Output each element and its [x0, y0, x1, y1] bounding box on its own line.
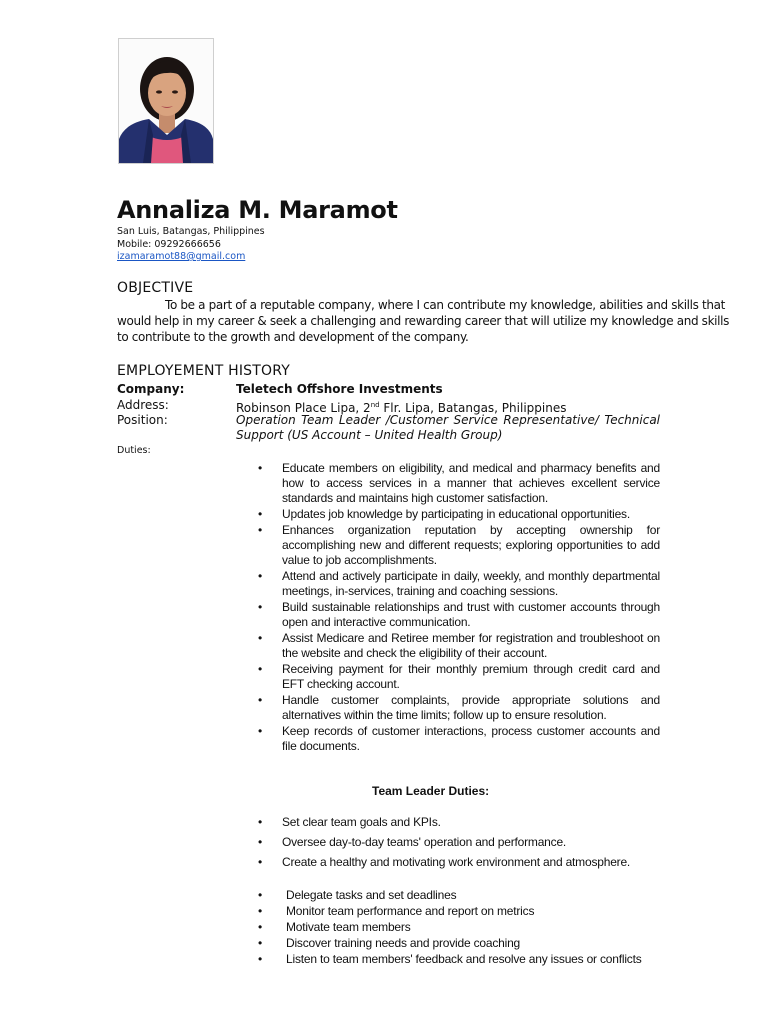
contact-mobile: Mobile: 09292666656 [117, 238, 221, 250]
objective-text: To be a part of a reputable company, where I can contribute my knowledge, abilities and skills that would help in my career & seek a challenging and rewarding career that will utilize my knowledge and skills to contribute to the growth and development of the company. [117, 298, 730, 344]
address-label: Address: [117, 398, 169, 412]
list-item: • Motivate team members [256, 920, 660, 935]
list-item: • Keep records of customer interactions, process customer accounts and file documents. [256, 724, 660, 754]
list-item: • Oversee day-to-day teams' operation and performance. [256, 835, 660, 850]
candidate-name: Annaliza M. Maramot [117, 196, 398, 224]
position-label: Position: [117, 413, 168, 427]
team-leader-duties-list [256, 815, 660, 875]
profile-photo [118, 38, 214, 164]
contact-block [117, 226, 265, 264]
contact-email-link[interactable]: izamaramot88@gmail.com [117, 251, 246, 262]
duties-list [256, 461, 660, 755]
list-item: • Assist Medicare and Retiree member for registration and troubleshoot on the website and check the eligibility of their account. [256, 631, 660, 661]
profile-photo-illustration [119, 39, 213, 163]
address-prefix: Robinson Place Lipa, 2 [236, 401, 371, 415]
company-value: Teletech Offshore Investments [236, 382, 443, 396]
address-superscript: nd [370, 401, 380, 409]
list-item: • Create a healthy and motivating work environment and atmosphere. [256, 855, 660, 870]
contact-address: San Luis, Batangas, Philippines [117, 226, 265, 237]
list-item: • Attend and actively participate in daily, weekly, and monthly departmental meetings, in-services, training and coaching sessions. [256, 569, 660, 599]
list-item: • Set clear team goals and KPIs. [256, 815, 660, 830]
list-item: • Discover training needs and provide coaching [256, 936, 660, 951]
list-item: • Handle customer complaints, provide appropriate solutions and alternatives within the time limits; follow up to ensure resolution. [256, 693, 660, 723]
employment-heading: EMPLOYEMENT HISTORY [117, 363, 291, 379]
list-item: • Delegate tasks and set deadlines [256, 888, 660, 903]
company-label: Company: [117, 382, 185, 396]
list-item: • Receiving payment for their monthly premium through credit card and EFT checking account. [256, 662, 660, 692]
team-leader-duties-list-2 [256, 888, 660, 968]
list-item: • Updates job knowledge by participating in educational opportunities. [256, 507, 660, 522]
list-item: • Enhances organization reputation by accepting ownership for accomplishing new and different requests; exploring opportunities to add value to job accomplishments. [256, 523, 660, 568]
list-item: • Build sustainable relationships and trust with customer accounts through open and interactive communication. [256, 600, 660, 630]
list-item: • Monitor team performance and report on metrics [256, 904, 660, 919]
duties-label: Duties: [117, 445, 151, 456]
list-item: • Educate members on eligibility, and medical and pharmacy benefits and how to access services in a manner that achieves excellent service standards and maintains high customer satisfaction. [256, 461, 660, 506]
list-item: • Listen to team members' feedback and resolve any issues or conflicts [256, 952, 660, 967]
address-suffix: Flr. Lipa, Batangas, Philippines [379, 401, 567, 415]
position-value: Operation Team Leader /Customer Service Representative/ Technical Support (US Account – United Health Group) [236, 413, 660, 442]
team-leader-heading: Team Leader Duties: [372, 784, 490, 798]
objective-heading: OBJECTIVE [117, 280, 194, 296]
